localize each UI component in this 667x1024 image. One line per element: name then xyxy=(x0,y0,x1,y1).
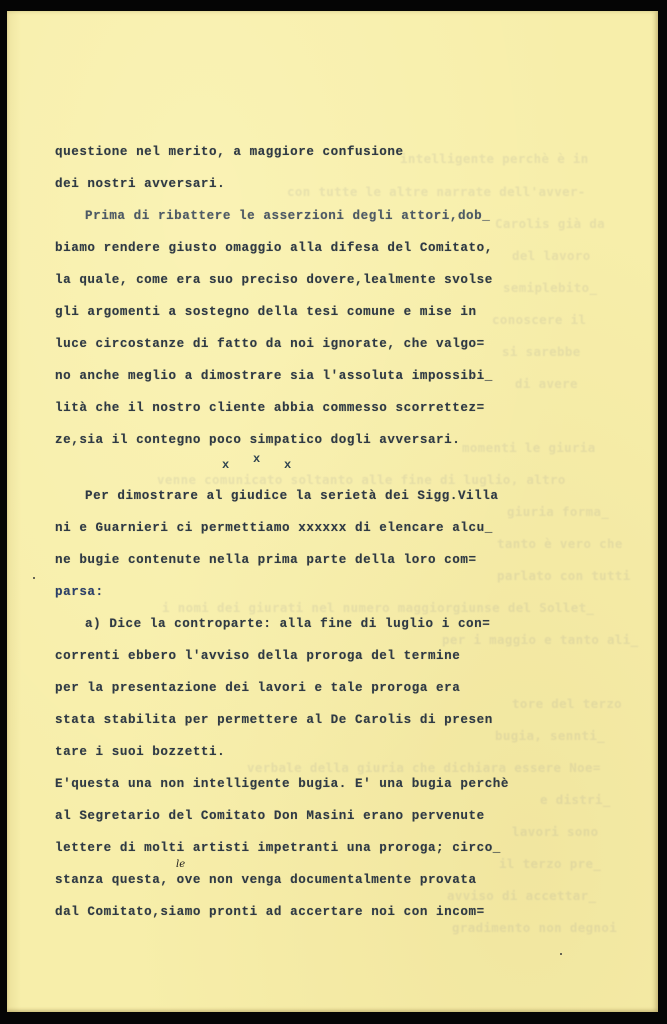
bleed-line: di avere xyxy=(515,376,578,391)
bleed-line: i nomi dei giurati nel numero maggiorgiunse del Sollet_ xyxy=(162,600,595,615)
bleed-line: bugia, sennti_ xyxy=(495,728,606,743)
bleed-line: tanto è vero che xyxy=(497,536,623,551)
bleed-line: del lavoro xyxy=(512,248,591,263)
bleed-line: venne comunicato soltanto alle fine di luglio, altro xyxy=(157,472,566,487)
text-line: questione nel merito, a maggiore confusione xyxy=(55,145,404,159)
bleed-line: verbale della giuria che dichiara essere Noe= xyxy=(247,760,601,775)
text-line: stanza questa, ove non venga documentalmente provata xyxy=(55,873,477,887)
section-separator xyxy=(222,458,229,472)
text-line: Prima di ribattere le asserzioni degli attori,dob_ xyxy=(85,209,491,223)
text-line: ne bugie contenute nella prima parte della loro com= xyxy=(55,553,477,567)
paper-speck xyxy=(33,577,35,579)
text-line: stata stabilita per permettere al De Carolis di presen xyxy=(55,713,493,727)
bleed-line: conoscere il xyxy=(492,312,587,327)
separator-x: x xyxy=(284,458,292,472)
bleed-line: intelligente perchè è in xyxy=(400,151,589,166)
text-line: correnti ebbero l'avviso della proroga del termine xyxy=(55,649,461,663)
text-line: ze,sia il contegno poco simpatico dogli avversari. xyxy=(55,433,461,447)
text-line: E'questa una non intelligente bugia. E' una bugia perchè xyxy=(55,777,510,791)
bleed-through-layer xyxy=(7,11,658,1012)
text-line: dal Comitato,siamo pronti ad accertare noi con incom= xyxy=(55,905,485,919)
text-line: la quale, come era suo preciso dovere,lealmente svolse xyxy=(55,273,493,287)
text-line: al Segretario del Comitato Don Masini erano pervenute xyxy=(55,809,485,823)
text-line: per la presentazione dei lavori e tale proroga era xyxy=(55,681,461,695)
section-separator xyxy=(284,458,291,472)
text-line: tare i suoi bozzetti. xyxy=(55,745,226,759)
bleed-line: Carolis già da xyxy=(495,216,606,231)
separator-x: x xyxy=(222,458,230,472)
text-line: a) Dice la controparte: alla fine di luglio i con= xyxy=(85,617,491,631)
section-separator xyxy=(253,452,260,466)
bleed-line: gradimento non degnoi xyxy=(452,920,618,935)
bleed-line: si sarebbe xyxy=(502,344,581,359)
bleed-line: semiplebito_ xyxy=(503,280,598,295)
bleed-line: per i maggio e tanto ali_ xyxy=(442,632,639,647)
bleed-line: con tutte le altre narrate dell'avver- xyxy=(287,184,586,199)
text-line: dei nostri avversari. xyxy=(55,177,226,191)
text-line: ni e Guarnieri ci permettiamo xxxxxx di elencare alcu_ xyxy=(55,521,493,535)
bleed-line: avviso di accettar_ xyxy=(447,888,597,903)
bleed-line: giuria forma_ xyxy=(507,504,610,519)
bleed-line: e distri_ xyxy=(540,792,611,807)
bleed-line: parlato con tutti xyxy=(497,568,631,583)
bleed-line: tore del terzo xyxy=(512,696,623,711)
document-page xyxy=(7,11,658,1012)
paper-speck xyxy=(560,953,562,955)
handwritten-annotation: le xyxy=(176,859,186,870)
separator-x: x xyxy=(253,452,261,466)
text-line: parsa: xyxy=(55,585,104,599)
text-line: luce circostanze di fatto da noi ignorate, che valgo= xyxy=(55,337,485,351)
text-line: no anche meglio a dimostrare sia l'assoluta impossibi_ xyxy=(55,369,493,383)
bleed-line: lavori sono xyxy=(512,824,599,839)
bleed-line: momenti le giuria xyxy=(462,440,596,455)
text-line: lettere di molti artisti impetranti una proroga; circo_ xyxy=(55,841,501,855)
text-line: biamo rendere giusto omaggio alla difesa del Comitato, xyxy=(55,241,493,255)
text-line: lità che il nostro cliente abbia commesso scorrettez= xyxy=(55,401,485,415)
text-line: gli argomenti a sostegno della tesi comune e mise in xyxy=(55,305,477,319)
bleed-line: il terzo pre_ xyxy=(499,856,602,871)
text-line: Per dimostrare al giudice la serietà dei Sigg.Villa xyxy=(85,489,499,503)
